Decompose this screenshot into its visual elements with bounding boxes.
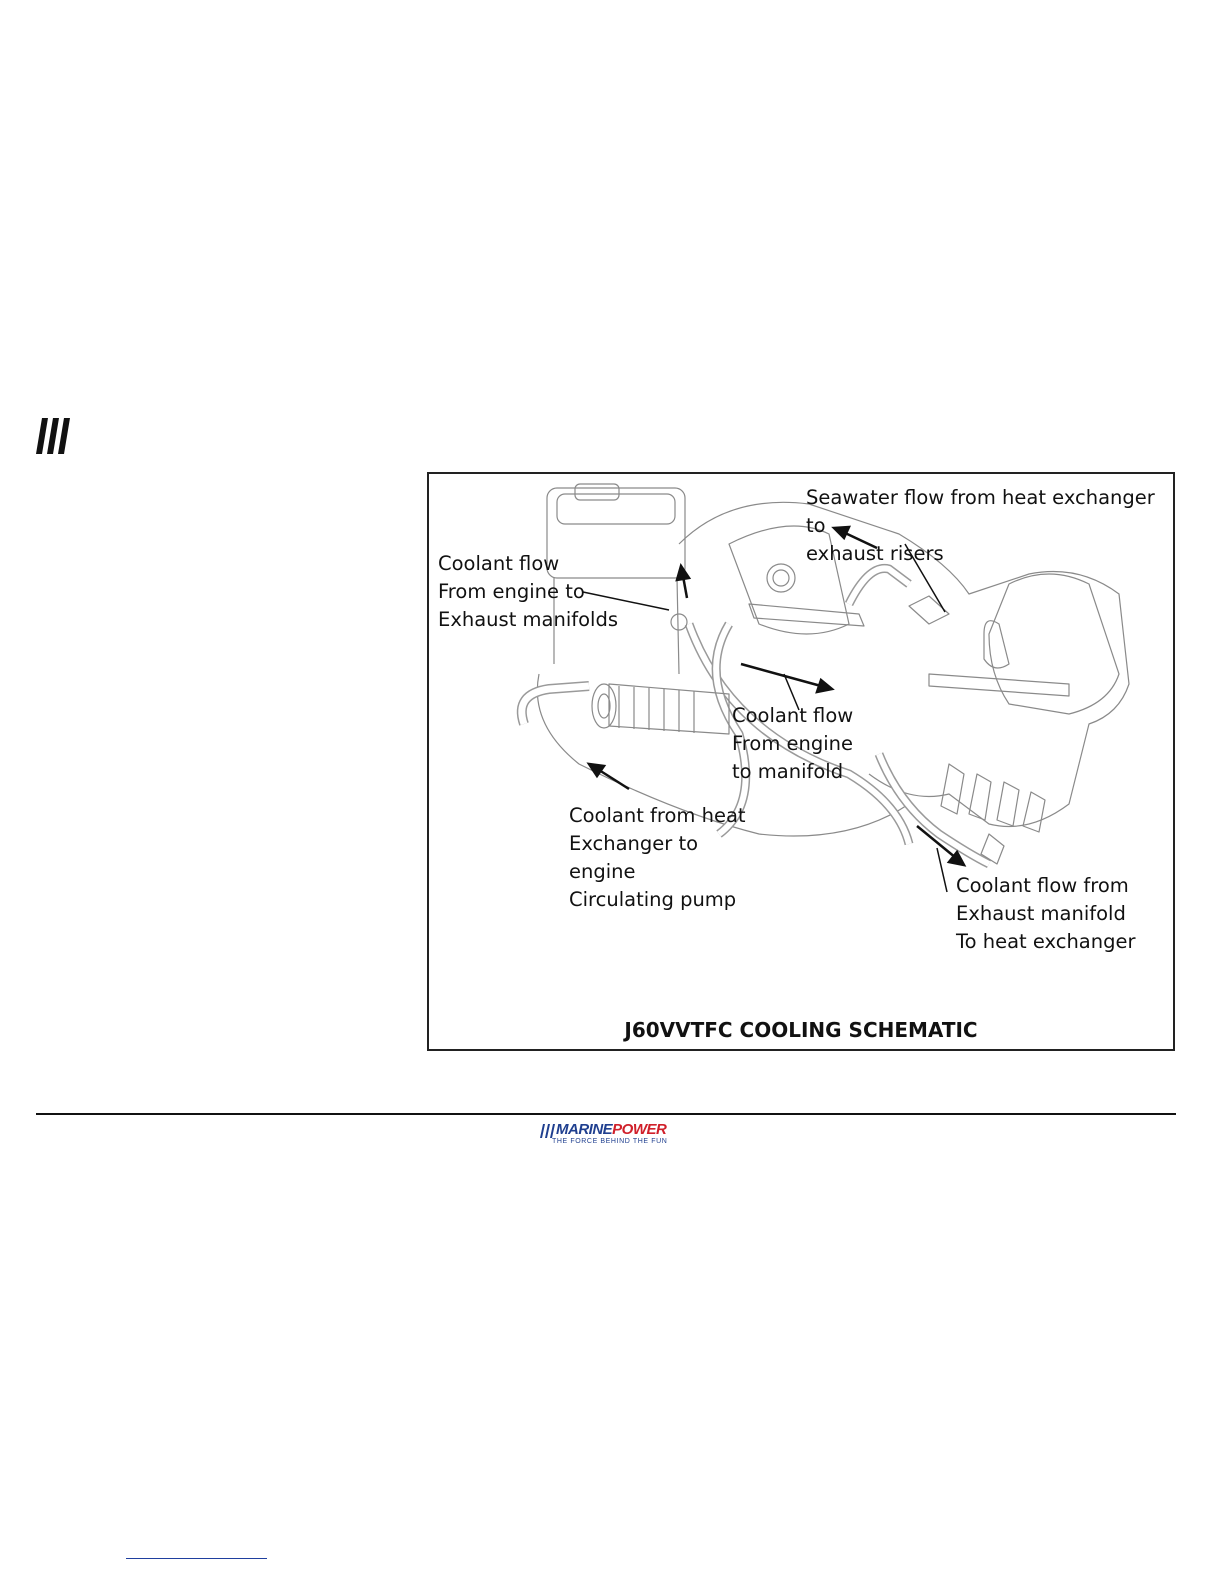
label-seawater-flow: Seawater flow from heat exchanger to exhaust risers [806, 486, 1155, 565]
label-coolant-to-manifold: Coolant flow From engine to manifold [732, 704, 854, 783]
label-coolant-from-heat-exchanger: Coolant from heat Exchanger to engine Circulating pump [569, 804, 746, 911]
triple-slash-icon [36, 418, 72, 454]
schematic-title: J60VVTFC COOLING SCHEMATIC [624, 1018, 978, 1042]
logo-wordmark: MARINEPOWER [556, 1121, 667, 1138]
marinepower-logo [540, 1122, 680, 1152]
footer-divider [36, 1113, 1176, 1115]
bottom-link-underline [126, 1558, 267, 1559]
label-coolant-to-exhaust-manifolds: Coolant flow From engine to Exhaust manifolds [438, 552, 619, 631]
cooling-schematic [427, 472, 1175, 1051]
logo-slash-icon [540, 1124, 556, 1138]
logo-tagline: THE FORCE BEHIND THE FUN [552, 1138, 668, 1145]
label-coolant-from-exhaust-manifold: Coolant flow from Exhaust manifold To heat exchanger [956, 874, 1136, 953]
